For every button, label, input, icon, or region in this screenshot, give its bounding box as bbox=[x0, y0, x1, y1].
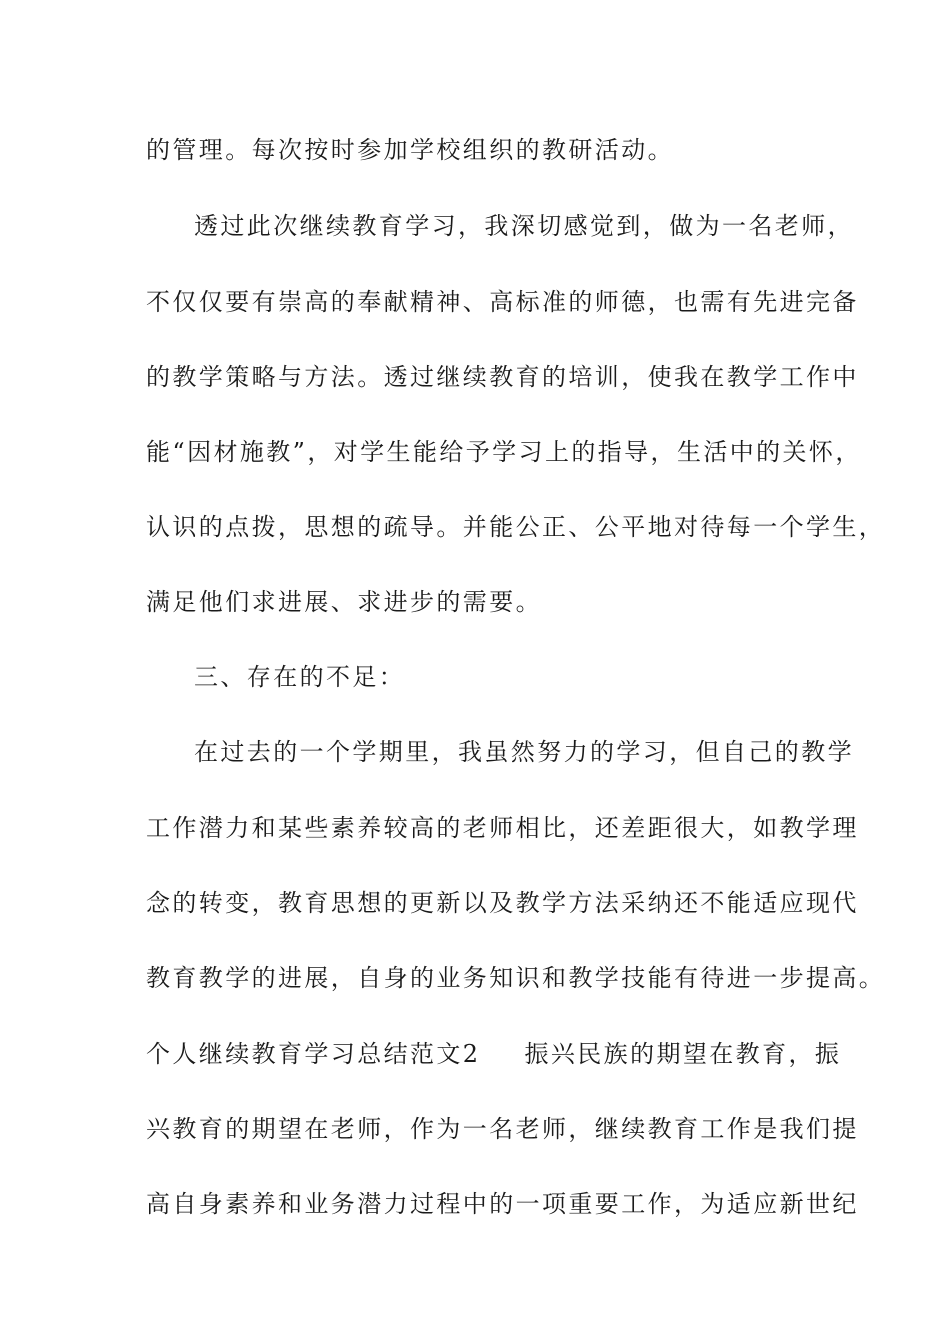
title-line bbox=[146, 1034, 842, 1074]
paragraph-line: 高自身素养和业务潜力过程中的一项重要工作，为适应新世纪 bbox=[146, 1190, 859, 1218]
article-title: 个人继续教育学习总结范文2 bbox=[146, 1040, 481, 1068]
paragraph-start: 振兴民族的期望在教育，振 bbox=[524, 1040, 842, 1068]
paragraph-line: 的教学策略与方法。透过继续教育的培训，使我在教学工作中 bbox=[146, 363, 859, 391]
paragraph-line: 工作潜力和某些素养较高的老师相比，还差距很大，如教学理 bbox=[146, 814, 859, 842]
section-heading: 三、存在的不足： bbox=[194, 663, 406, 691]
paragraph-line: 教育教学的进展，自身的业务知识和教学技能有待进一步提高。 bbox=[146, 964, 886, 992]
paragraph-line: 透过此次继续教育学习，我深切感觉到，做为一名老师， bbox=[194, 212, 854, 240]
paragraph-line: 认识的点拨，思想的疏导。并能公正、公平地对待每一个学生， bbox=[146, 513, 886, 541]
paragraph-line: 兴教育的期望在老师，作为一名老师，继续教育工作是我们提 bbox=[146, 1115, 859, 1143]
paragraph-line: 不仅仅要有崇高的奉献精神、高标准的师德，也需有先进完备 bbox=[146, 288, 859, 316]
paragraph-line: 能“因材施教”，对学生能给予学习上的指导，生活中的关怀， bbox=[146, 438, 862, 466]
paragraph-line: 满足他们求进展、求进步的需要。 bbox=[146, 588, 542, 616]
paragraph-line: 念的转变，教育思想的更新以及教学方法采纳还不能适应现代 bbox=[146, 889, 859, 917]
paragraph-line: 的管理。每次按时参加学校组织的教研活动。 bbox=[146, 136, 674, 164]
paragraph-line: 在过去的一个学期里，我虽然努力的学习，但自己的教学 bbox=[194, 738, 854, 766]
